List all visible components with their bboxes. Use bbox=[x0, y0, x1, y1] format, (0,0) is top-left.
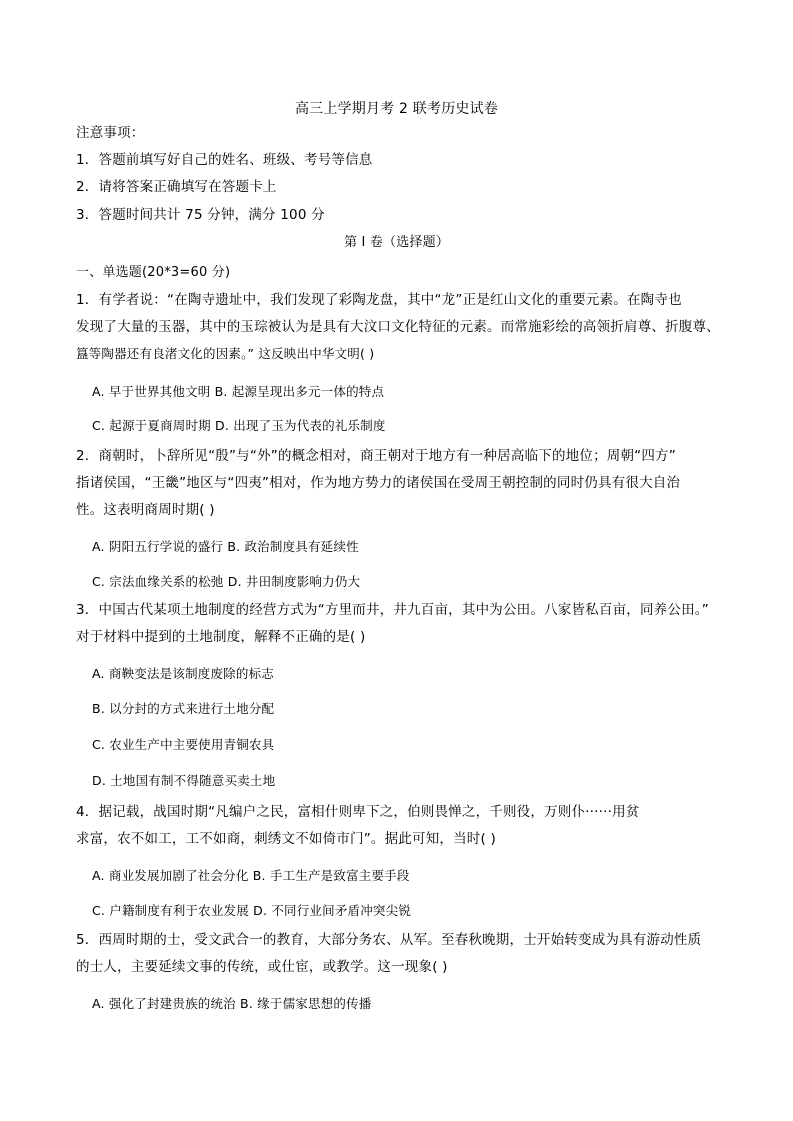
question-3-line: 对于材料中提到的土地制度，解释不正确的是( ) bbox=[76, 629, 366, 645]
question-5-options: A. 强化了封建贵族的统治 B. 缘于儒家思想的传播 bbox=[92, 996, 372, 1011]
question-3-option: A. 商鞅变法是该制度废除的标志 bbox=[92, 666, 274, 681]
page-title: 高三上学期月考 2 联考历史试卷 bbox=[294, 101, 498, 117]
question-1-options: C. 起源于夏商周时期 D. 出现了玉为代表的礼乐制度 bbox=[92, 418, 386, 433]
question-4-options: A. 商业发展加剧了社会分化 B. 手工生产是致富主要手段 bbox=[92, 868, 410, 883]
part-heading: 一、单选题(20*3=60 分) bbox=[76, 265, 231, 280]
question-5-line: 的士人，主要延续文事的传统，或仕宦，或教学。这一现象( ) bbox=[76, 959, 448, 975]
question-3-option: C. 农业生产中主要使用青铜农具 bbox=[92, 737, 275, 752]
question-1-line: 簋等陶器还有良渚文化的因素。” 这反映出中华文明( ) bbox=[76, 346, 375, 361]
notice-heading: 注意事项： bbox=[76, 125, 145, 141]
question-1-line: 1．有学者说：“在陶寺遗址中，我们发现了彩陶龙盘，其中“龙”正是红山文化的重要元素。在陶寺也 bbox=[76, 292, 682, 308]
question-2-options: A. 阴阳五行学说的盛行 B. 政治制度具有延续性 bbox=[92, 539, 359, 554]
question-2-line: 性。这表明商周时期( ) bbox=[76, 502, 215, 518]
question-2-line: 2．商朝时，卜辞所见“殷”与“外”的概念相对，商王朝对于地方有一种居高临下的地位；周朝“四方” bbox=[76, 448, 676, 464]
question-3-option: D. 土地国有制不得随意买卖土地 bbox=[92, 773, 276, 788]
notice-item: 2．请将答案正确填写在答题卡上 bbox=[76, 179, 277, 195]
question-4-options: C. 户籍制度有利于农业发展 D. 不同行业间矛盾冲突尖锐 bbox=[92, 903, 412, 918]
question-5-line: 5．西周时期的士，受文武合一的教育，大部分务农、从军。至春秋晚期，士开始转变成为具有游动性质 bbox=[76, 932, 702, 948]
question-2-options: C. 宗法血缘关系的松弛 D. 井田制度影响力仍大 bbox=[92, 574, 361, 589]
question-1-line: 发现了大量的玉器，其中的玉琮被认为是具有大汶口文化特征的元素。而常施彩绘的高领折肩尊、折腹尊、 bbox=[76, 319, 720, 335]
question-3-option: B. 以分封的方式来进行土地分配 bbox=[92, 701, 275, 716]
section-title: 第 I 卷（选择题） bbox=[343, 235, 450, 250]
notice-item: 1．答题前填写好自己的姓名、班级、考号等信息 bbox=[76, 152, 373, 168]
question-4-line: 求富，农不如工，工不如商，刺绣文不如倚市门”。据此可知，当时( ) bbox=[76, 831, 496, 847]
question-2-line: 指诸侯国，“王畿”地区与“四夷”相对，作为地方势力的诸侯国在受周王朝控制的同时仍具有很大自治 bbox=[76, 475, 681, 491]
question-1-options: A. 早于世界其他文明 B. 起源呈现出多元一体的特点 bbox=[92, 384, 385, 399]
question-3-line: 3．中国古代某项土地制度的经营方式为“方里而井，井九百亩，其中为公田。八家皆私百亩，同养公田。” bbox=[76, 602, 709, 618]
notice-item: 3．答题时间共计 75 分钟，满分 100 分 bbox=[76, 207, 325, 223]
question-4-line: 4．据记载，战国时期“凡编户之民，富相什则卑下之，伯则畏惮之，千则役，万则仆······用贫 bbox=[76, 804, 640, 820]
